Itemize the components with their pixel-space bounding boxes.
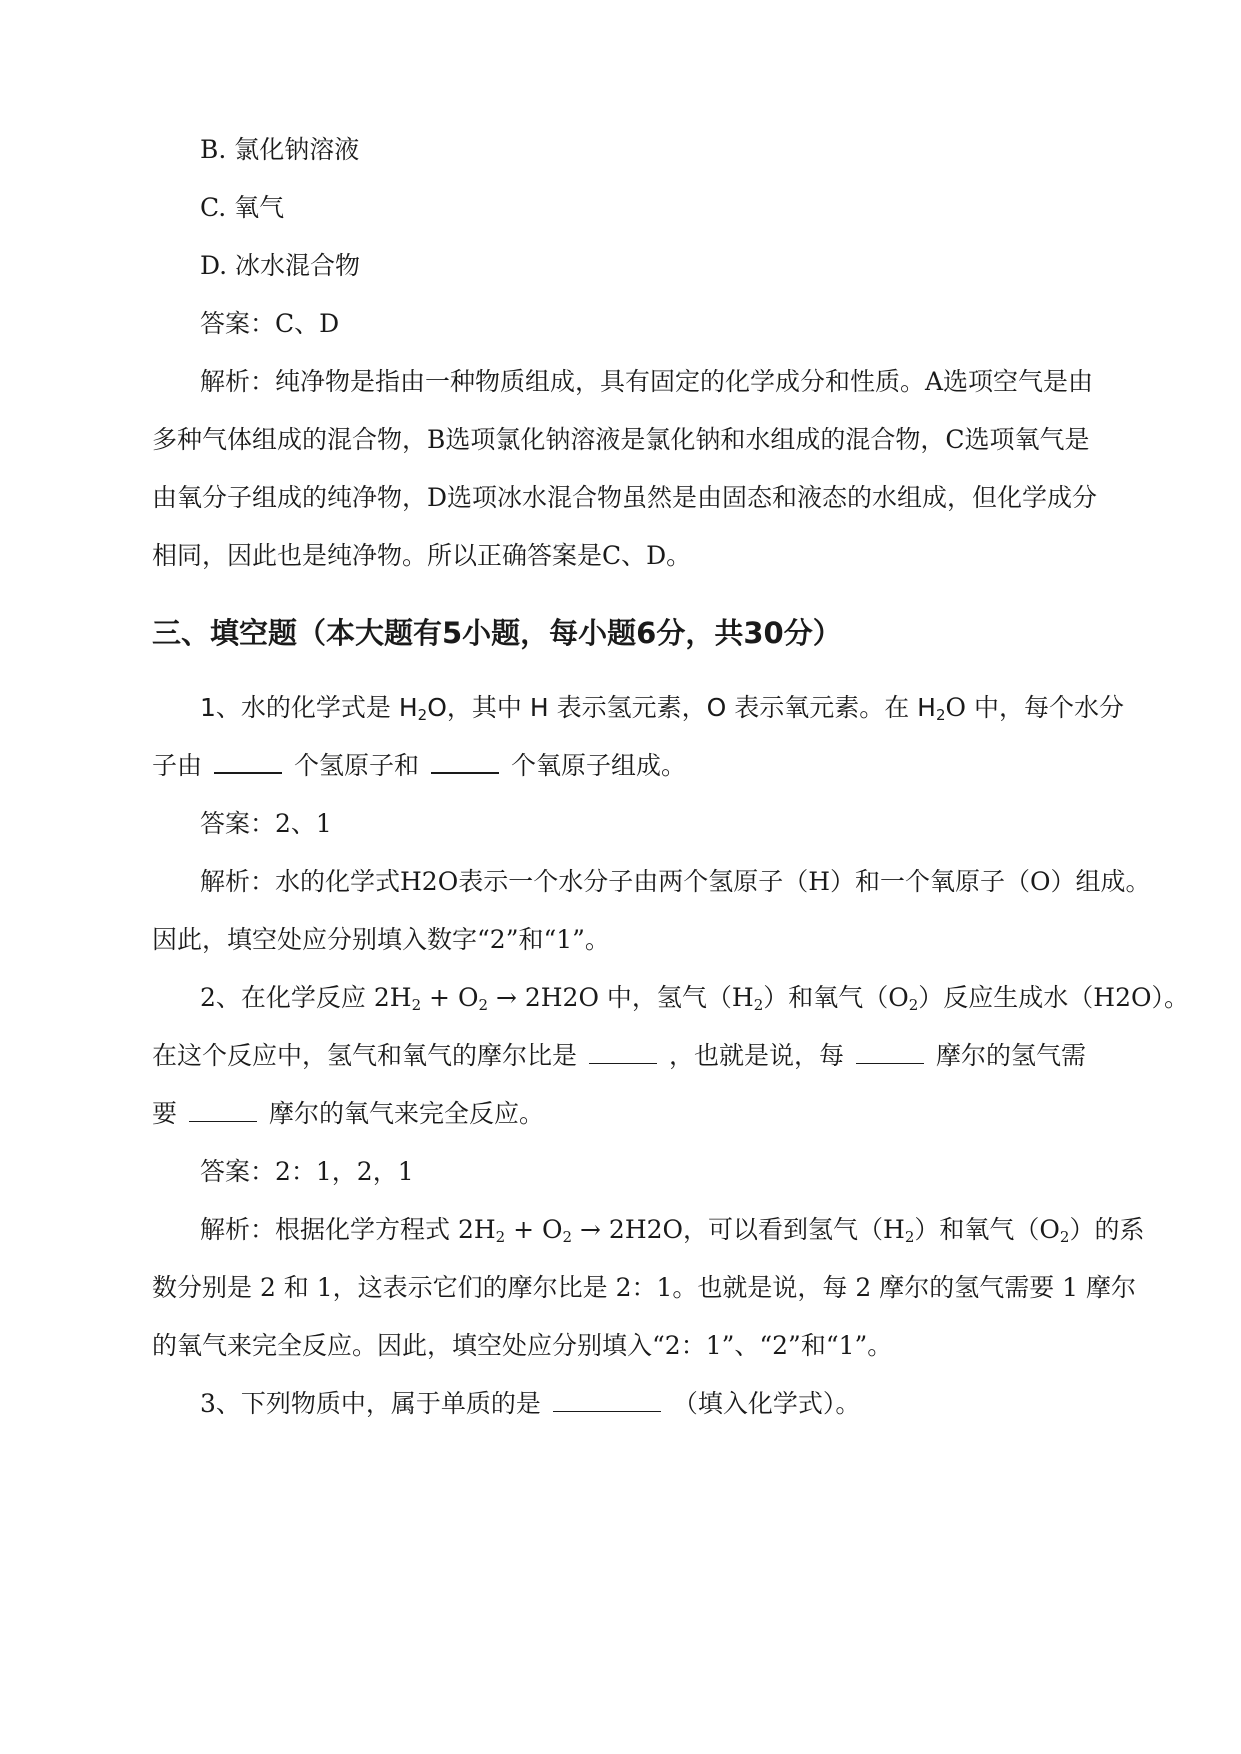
mc-analysis-line-3: 由氧分子组成的纯净物，D选项冰水混合物虽然是由固态和液态的水组成，但化学成分 [152, 483, 1098, 512]
q2-text: + O [421, 983, 479, 1012]
q2-analysis-text: 解析：根据化学方程式 2H [200, 1215, 496, 1244]
q1-line-2 [152, 750, 1092, 782]
answer-blank[interactable] [856, 1041, 924, 1064]
subscript: 2 [562, 1228, 573, 1246]
subscript: 2 [417, 706, 428, 724]
q2-text: 要 [152, 1099, 178, 1128]
q2-analysis-text: ）和氧气（O [914, 1215, 1060, 1244]
option-c: C. 氧气 [200, 193, 285, 222]
answer-blank[interactable] [431, 750, 499, 774]
q2-answer: 答案：2：1，2，1 [200, 1157, 414, 1186]
mc-analysis-line-1: 解析：纯净物是指由一种物质组成，具有固定的化学成分和性质。A选项空气是由 [200, 367, 1094, 396]
q1-text-f: 个氧原子组成。 [511, 751, 687, 780]
section-heading-fill-in: 三、填空题（本大题有5小题，每小题6分，共30分） [152, 616, 842, 650]
q2-text: 摩尔的氢气需 [936, 1041, 1087, 1070]
subscript: 2 [753, 996, 764, 1014]
q2-analysis-text: → 2H2O，可以看到氢气（H [572, 1215, 905, 1244]
mc-analysis-line-4: 相同，因此也是纯净物。所以正确答案是C、D。 [152, 541, 692, 570]
q2-analysis-line-3: 的氧气来完全反应。因此，填空处应分别填入“2：1”、“2”和“1”。 [152, 1331, 893, 1360]
subscript: 2 [1059, 1228, 1070, 1246]
q1-line-1 [200, 692, 1140, 724]
subscript: 2 [495, 1228, 506, 1246]
q2-text: ）和氧气（O [763, 983, 909, 1012]
q1-text-a: 1、水的化学式是 H [200, 693, 418, 722]
answer-blank[interactable] [189, 1099, 257, 1122]
q3-text: 3、下列物质中，属于单质的是 [200, 1389, 541, 1418]
q1-analysis-line-1: 解析：水的化学式H2O表示一个水分子由两个氢原子（H）和一个氧原子（O）组成。 [200, 867, 1151, 896]
q2-line-1 [200, 982, 1190, 1014]
q2-text: ，也就是说，每 [669, 1041, 845, 1070]
q1-text-d: 子由 [152, 751, 203, 780]
subscript: 2 [904, 1228, 915, 1246]
q2-text: 2、在化学反应 2H [200, 983, 412, 1012]
option-b: B. 氯化钠溶液 [200, 135, 360, 164]
subscript: 2 [411, 996, 422, 1014]
subscript: 2 [908, 996, 919, 1014]
subscript: 2 [935, 706, 946, 724]
q3-text: （填入化学式）。 [672, 1389, 861, 1418]
q2-analysis-text: + O [505, 1215, 563, 1244]
q1-text-e: 个氢原子和 [294, 751, 420, 780]
q2-text: → 2H2O 中，氢气（H [488, 983, 754, 1012]
answer-blank[interactable] [553, 1389, 661, 1412]
q2-line-3 [152, 1098, 1092, 1130]
q2-analysis-line-2: 数分别是 2 和 1，这表示它们的摩尔比是 2：1。也就是说，每 2 摩尔的氢气需要 1 摩尔 [152, 1273, 1137, 1302]
q2-text: ）反应生成水（H2O）。 [918, 983, 1190, 1012]
answer-blank[interactable] [589, 1041, 657, 1064]
q1-text-c: O 中，每个水分 [945, 693, 1124, 722]
q2-text: 摩尔的氧气来完全反应。 [269, 1099, 545, 1128]
q2-text: 在这个反应中，氢气和氧气的摩尔比是 [152, 1041, 578, 1070]
mc-answer: 答案：C、D [200, 309, 340, 338]
answer-blank[interactable] [214, 750, 282, 774]
q2-line-2 [152, 1040, 1092, 1072]
q1-text-b: O，其中 H 表示氢元素，O 表示氧元素。在 H [427, 693, 936, 722]
q2-analysis-text: ）的系 [1069, 1215, 1145, 1244]
option-d: D. 冰水混合物 [200, 251, 361, 280]
q3-line-1 [200, 1388, 1140, 1420]
subscript: 2 [478, 996, 488, 1014]
q2-analysis-line-1 [200, 1214, 1145, 1246]
q1-analysis-line-2: 因此，填空处应分别填入数字“2”和“1”。 [152, 925, 610, 954]
mc-analysis-line-2: 多种气体组成的混合物，B选项氯化钠溶液是氯化钠和水组成的混合物，C选项氧气是 [152, 425, 1090, 454]
q1-answer: 答案：2、1 [200, 809, 332, 838]
